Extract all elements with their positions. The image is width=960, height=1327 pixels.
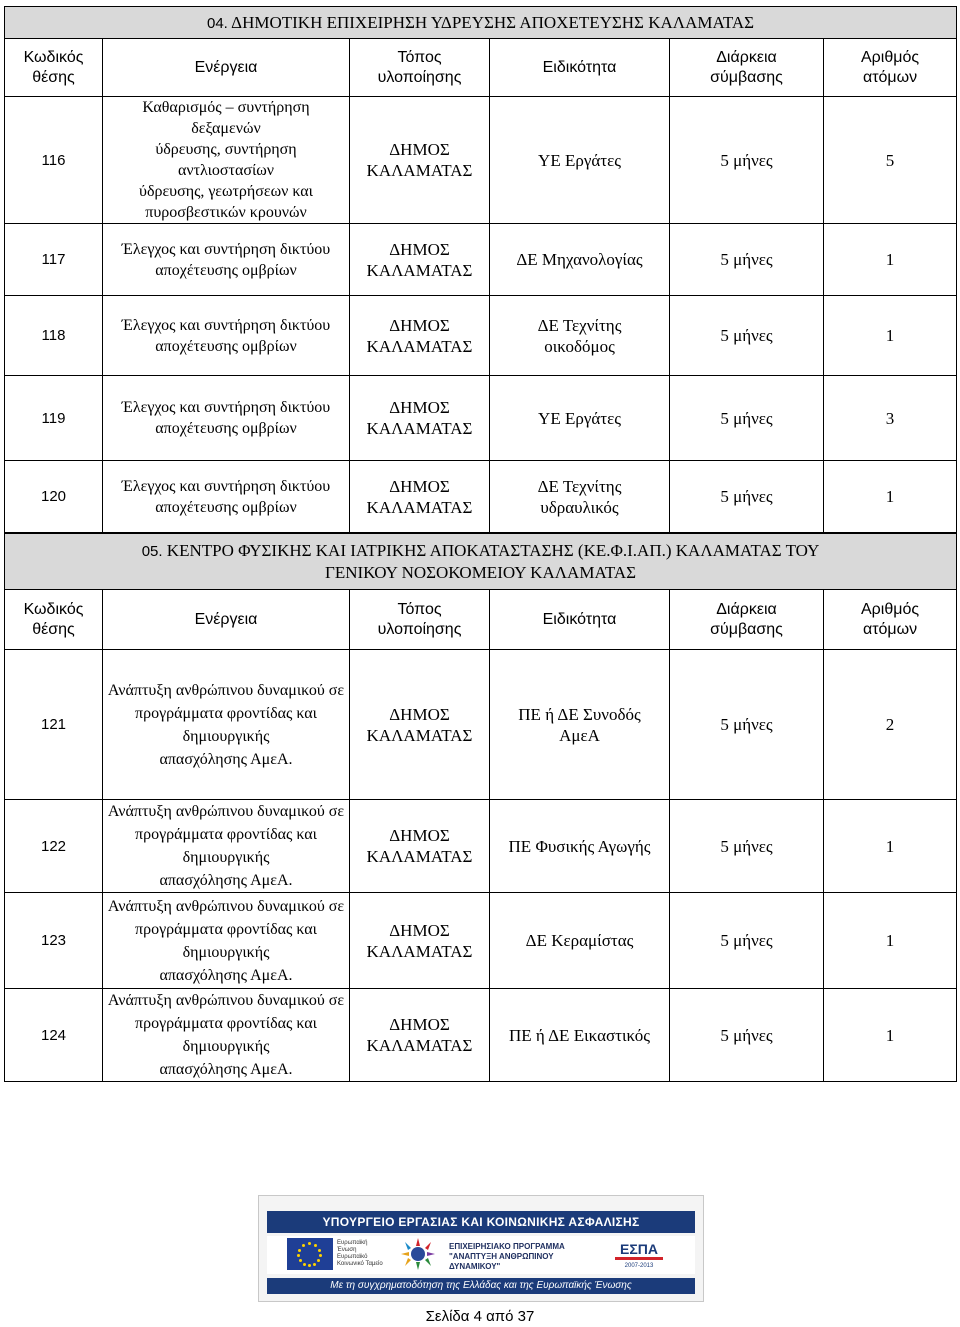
activity-cell: Έλεγχος και συντήρηση δικτύου αποχέτευσης ομβρίων (103, 376, 350, 461)
ministry-label: ΥΠΟΥΡΓΕΙΟ ΕΡΓΑΣΙΑΣ ΚΑΙ ΚΟΙΝΩΝΙΚΗΣ ΑΣΦΑΛΙΣΗΣ (267, 1211, 695, 1233)
specialty-cell: ΠΕ Φυσικής Αγωγής (490, 800, 670, 893)
table-row (5, 97, 957, 224)
logos-strip (267, 1236, 695, 1274)
position-code: 117 (5, 224, 103, 296)
position-code: 118 (5, 296, 103, 376)
page-number: Σελίδα 4 από 37 (425, 1308, 535, 1325)
duration-cell: 5 μήνες (670, 989, 824, 1082)
eu-flag-icon (287, 1238, 333, 1270)
table-row (5, 224, 957, 296)
place-cell: ΔΗΜΟΣ ΚΑΛΑΜΑΤΑΣ (350, 989, 490, 1082)
position-code: 116 (5, 97, 103, 224)
count-cell: 1 (824, 800, 957, 893)
duration-cell: 5 μήνες (670, 97, 824, 224)
table-row (5, 800, 957, 893)
section-04-table (4, 6, 957, 533)
funding-banner (258, 1195, 704, 1302)
specialty-cell: ΔΕ Τεχνίτης υδραυλικός (490, 461, 670, 533)
section-title: 05. ΚΕΝΤΡΟ ΦΥΣΙΚΗΣ ΚΑΙ ΙΑΤΡΙΚΗΣ ΑΠΟΚΑΤΑΣΤΑΣΗΣ (ΚΕ.Φ.Ι.ΑΠ.) ΚΑΛΑΜΑΤΑΣ ΤΟΥ ΓΕΝΙΚΟΥ ΝΟΣΟΚΟΜΕΙΟΥ ΚΑΛΑΜΑΤΑΣ (5, 534, 957, 590)
eu-caption: Ευρωπαϊκή Ένωση Ευρωπαϊκό Κοινωνικό Ταμείο (337, 1240, 383, 1267)
activity-cell: Καθαρισμός – συντήρηση δεξαμενών ύδρευσης, συντήρηση αντλιοστασίων ύδρευσης, γεωτρήσεων και πυροσβεστικών κρουνών (103, 97, 350, 224)
header-place: Τόπος υλοποίησης (350, 39, 490, 97)
section-05-table (4, 533, 957, 1082)
specialty-cell: ΔΕ Τεχνίτης οικοδόμος (490, 296, 670, 376)
place-cell: ΔΗΜΟΣ ΚΑΛΑΜΑΤΑΣ (350, 376, 490, 461)
header-activity: Ενέργεια (103, 39, 350, 97)
place-cell: ΔΗΜΟΣ ΚΑΛΑΜΑΤΑΣ (350, 224, 490, 296)
specialty-cell: ΠΕ ή ΔΕ Εικαστικός (490, 989, 670, 1082)
section-title: 04. ΔΗΜΟΤΙΚΗ ΕΠΙΧΕΙΡΗΣΗ ΥΔΡΕΥΣΗΣ ΑΠΟΧΕΤΕΥΣΗΣ ΚΑΛΑΜΑΤΑΣ (5, 7, 957, 39)
duration-cell: 5 μήνες (670, 376, 824, 461)
duration-cell: 5 μήνες (670, 296, 824, 376)
activity-cell: Έλεγχος και συντήρηση δικτύου αποχέτευσης ομβρίων (103, 296, 350, 376)
header-specialty: Ειδικότητα (490, 590, 670, 650)
duration-cell: 5 μήνες (670, 893, 824, 989)
activity-cell: Ανάπτυξη ανθρώπινου δυναμικού σε προγράμματα φροντίδας και δημιουργικής απασχόλησης ΑμεΑ. (103, 650, 350, 800)
duration-cell: 5 μήνες (670, 224, 824, 296)
header-row (5, 590, 957, 650)
position-code: 121 (5, 650, 103, 800)
count-cell: 1 (824, 224, 957, 296)
specialty-cell: ΥΕ Εργάτες (490, 376, 670, 461)
activity-cell: Έλεγχος και συντήρηση δικτύου αποχέτευσης ομβρίων (103, 461, 350, 533)
activity-cell: Ανάπτυξη ανθρώπινου δυναμικού σε προγράμματα φροντίδας και δημιουργικής απασχόλησης ΑμεΑ. (103, 989, 350, 1082)
place-cell: ΔΗΜΟΣ ΚΑΛΑΜΑΤΑΣ (350, 650, 490, 800)
espa-logo-icon (611, 1239, 667, 1269)
position-code: 123 (5, 893, 103, 989)
header-activity: Ενέργεια (103, 590, 350, 650)
table-row (5, 650, 957, 800)
count-cell: 1 (824, 461, 957, 533)
specialty-cell: ΔΕ Μηχανολογίας (490, 224, 670, 296)
place-cell: ΔΗΜΟΣ ΚΑΛΑΜΑΤΑΣ (350, 800, 490, 893)
position-code: 122 (5, 800, 103, 893)
specialty-cell: ΥΕ Εργάτες (490, 97, 670, 224)
count-cell: 1 (824, 893, 957, 989)
funding-caption: Με τη συγχρηματοδότηση της Ελλάδας και της Ευρωπαϊκής Ένωσης (267, 1278, 695, 1294)
place-cell: ΔΗΜΟΣ ΚΑΛΑΜΑΤΑΣ (350, 97, 490, 224)
table-row (5, 989, 957, 1082)
place-cell: ΔΗΜΟΣ ΚΑΛΑΜΑΤΑΣ (350, 461, 490, 533)
header-row (5, 39, 957, 97)
count-cell: 1 (824, 989, 957, 1082)
table-row (5, 376, 957, 461)
table-row (5, 461, 957, 533)
place-cell: ΔΗΜΟΣ ΚΑΛΑΜΑΤΑΣ (350, 893, 490, 989)
position-code: 119 (5, 376, 103, 461)
header-count: Αριθμός ατόμων (824, 590, 957, 650)
espa-years: 2007-2013 (624, 1263, 654, 1269)
header-specialty: Ειδικότητα (490, 39, 670, 97)
duration-cell: 5 μήνες (670, 461, 824, 533)
count-cell: 5 (824, 97, 957, 224)
activity-cell: Έλεγχος και συντήρηση δικτύου αποχέτευσης ομβρίων (103, 224, 350, 296)
duration-cell: 5 μήνες (670, 650, 824, 800)
header-code: Κωδικός θέσης (5, 39, 103, 97)
header-place: Τόπος υλοποίησης (350, 590, 490, 650)
program-name: ΕΠΙΧΕΙΡΗΣΙΑΚΟ ΠΡΟΓΡΑΜΜΑ "ΑΝΑΠΤΥΞΗ ΑΝΘΡΩΠΙΝΟΥ ΔΥΝΑΜΙΚΟΥ" (449, 1242, 565, 1271)
specialty-cell: ΔΕ Κεραμίστας (490, 893, 670, 989)
activity-cell: Ανάπτυξη ανθρώπινου δυναμικού σε προγράμματα φροντίδας και δημιουργικής απασχόλησης ΑμεΑ. (103, 893, 350, 989)
header-count: Αριθμός ατόμων (824, 39, 957, 97)
specialty-cell: ΠΕ ή ΔΕ Συνοδός ΑμεΑ (490, 650, 670, 800)
activity-cell: Ανάπτυξη ανθρώπινου δυναμικού σε προγράμματα φροντίδας και δημιουργικής απασχόλησης ΑμεΑ. (103, 800, 350, 893)
header-duration: Διάρκεια σύμβασης (670, 590, 824, 650)
duration-cell: 5 μήνες (670, 800, 824, 893)
program-emblem-icon (395, 1236, 441, 1272)
count-cell: 3 (824, 376, 957, 461)
position-code: 124 (5, 989, 103, 1082)
count-cell: 2 (824, 650, 957, 800)
table-row (5, 296, 957, 376)
count-cell: 1 (824, 296, 957, 376)
place-cell: ΔΗΜΟΣ ΚΑΛΑΜΑΤΑΣ (350, 296, 490, 376)
header-code: Κωδικός θέσης (5, 590, 103, 650)
position-code: 120 (5, 461, 103, 533)
espa-label: ΕΣΠΑ (620, 1241, 658, 1257)
header-duration: Διάρκεια σύμβασης (670, 39, 824, 97)
table-row (5, 893, 957, 989)
